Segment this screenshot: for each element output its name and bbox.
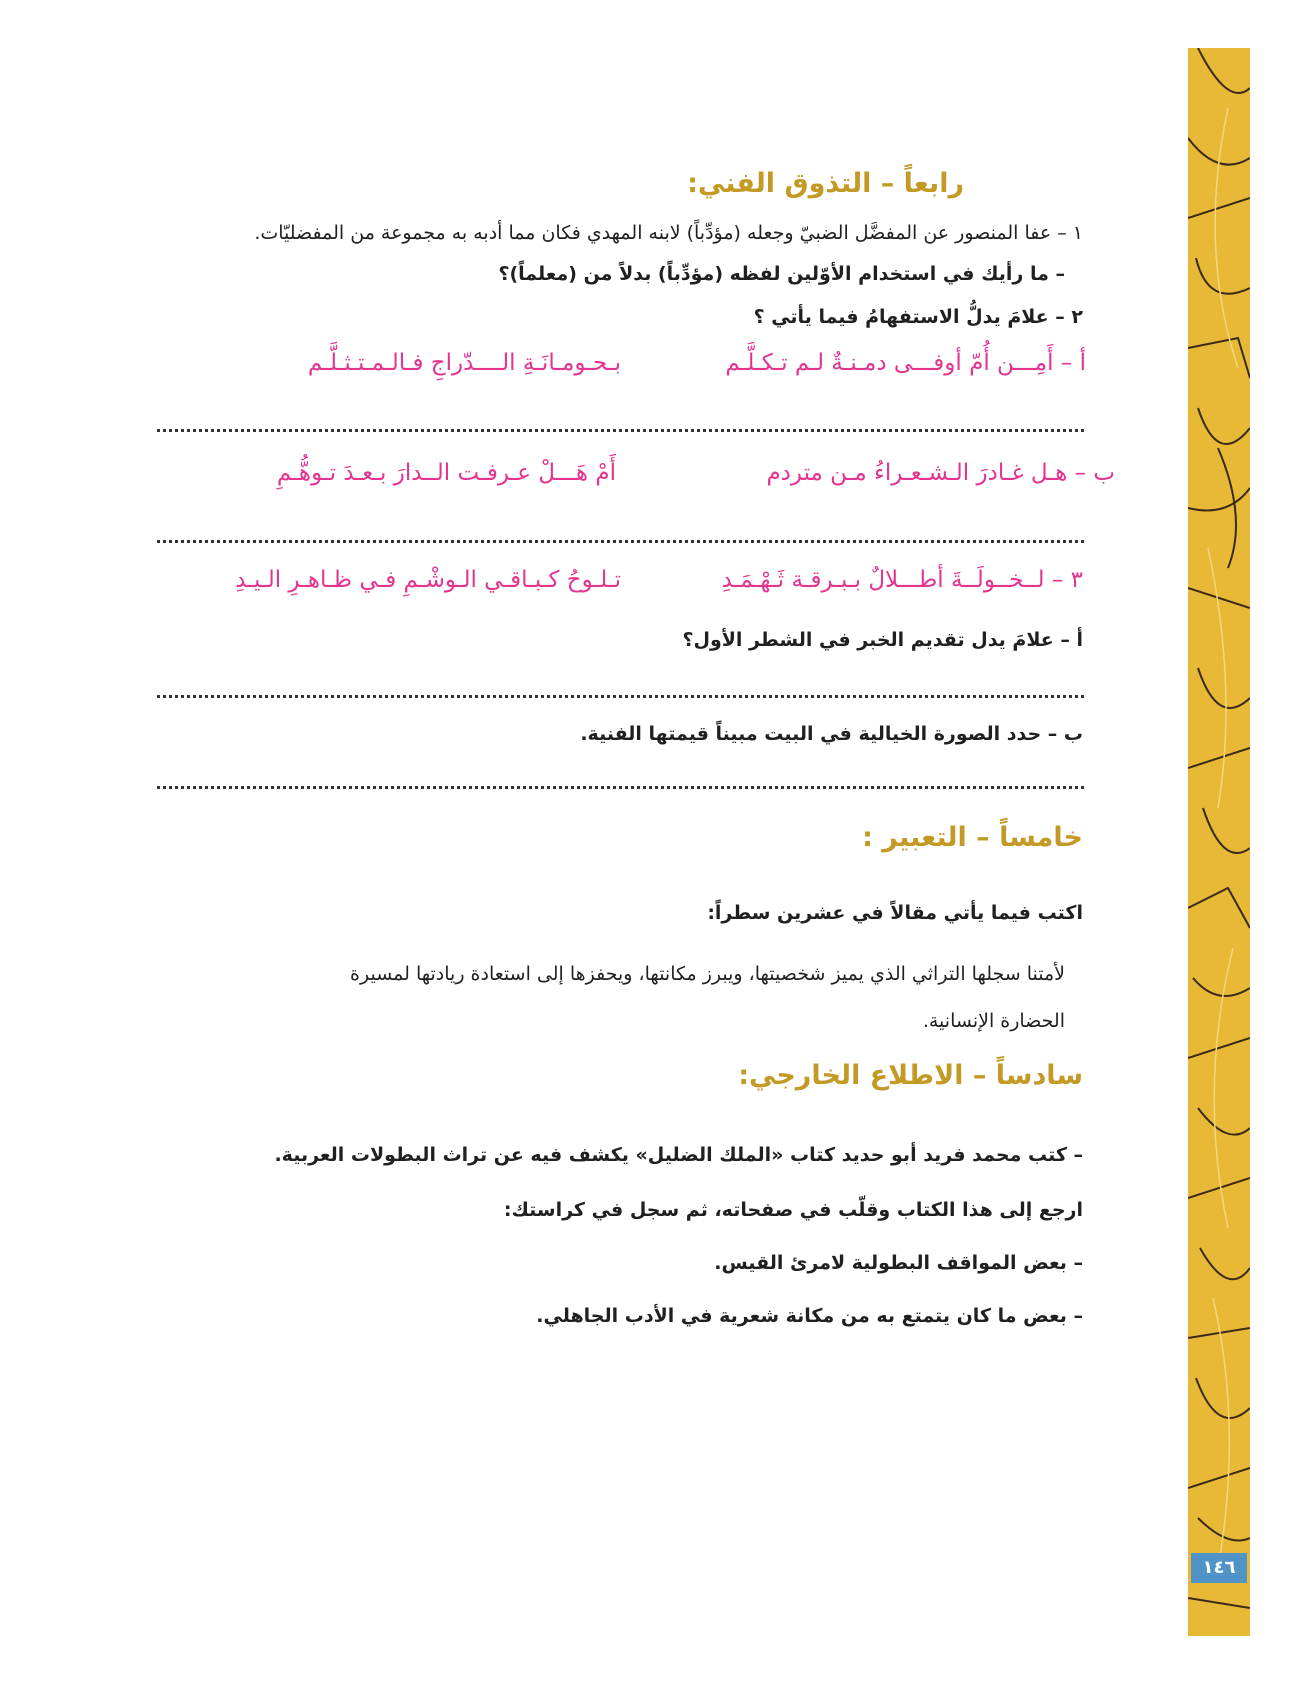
answer-line[interactable] bbox=[157, 695, 1084, 698]
question-1-subquestion: – ما رأيك في استخدام الأوّلين لفظه (مؤدِّباً) بدلاً من (معلماً)؟ bbox=[498, 263, 1065, 285]
verse-b-first-hemistich: ب – هـل غـادرَ الـشـعـراءُ مـن متردم bbox=[766, 460, 1115, 486]
question-3-verse-second-hemistich: تـلـوحُ كـبـاقـي الـوشْـمِ فـي ظـاهـرِ الـيـدِ bbox=[235, 567, 621, 593]
section4-heading: رابعاً – التذوق الفني: bbox=[687, 168, 964, 199]
question-3-part-a: أ – علامَ يدل تقديم الخبر في الشطر الأول؟ bbox=[682, 629, 1083, 651]
decorative-sidebar bbox=[1188, 48, 1250, 1636]
section6-line-2: ارجع إلى هذا الكتاب وقلّب في صفحاته، ثم سجل في كراستك: bbox=[503, 1199, 1083, 1221]
verse-a-second-hemistich: بـحـومـانَـةِ الــــدّراجِ فـالـمـتـثـلَّـم bbox=[307, 350, 621, 376]
section5-heading: خامساً – التعبير : bbox=[862, 822, 1083, 853]
section5-instruction: اكتب فيما يأتي مقالاً في عشرين سطراً: bbox=[707, 902, 1083, 924]
question-1-text: ١ – عفا المنصور عن المفضَّل الضبيّ وجعله (مؤدِّباً) لابنه المهدي فكان مما أدبه به مجموعة من المفضليّات. bbox=[254, 222, 1083, 244]
question-3-verse-first-hemistich: ٣ – لــخــولَــةَ أطـــلالٌ بـبـرقـة ثَـهْـمَـدِ bbox=[721, 567, 1083, 593]
question-3-part-b: ب – حدد الصورة الخيالية في البيت مبيناً قيمتها الفنية. bbox=[580, 723, 1083, 745]
page-number-badge: ١٤٦ bbox=[1191, 1553, 1247, 1583]
question-2-text: ٢ – علامَ يدلُّ الاستفهامُ فيما يأتي ؟ bbox=[753, 306, 1083, 328]
section6-heading: سادساً – الاطلاع الخارجي: bbox=[738, 1060, 1083, 1091]
section6-line-1: – كتب محمد فريد أبو حديد كتاب «الملك الضليل» يكشف فيه عن تراث البطولات العربية. bbox=[274, 1144, 1083, 1166]
sidebar-pattern-icon bbox=[1188, 48, 1250, 1636]
essay-prompt-line-2: الحضارة الإنسانية. bbox=[922, 1010, 1065, 1032]
answer-line[interactable] bbox=[157, 786, 1084, 789]
verse-b-second-hemistich: أَمْ هَـــلْ عـرفـت الــدارَ بـعـدَ تـوهُّـمِ bbox=[276, 460, 616, 486]
verse-a-first-hemistich: أ – أَمِـــن أُمّ أوفـــى دمـنـةٌ لـم تـكـلَّـم bbox=[725, 350, 1086, 376]
essay-prompt-line-1: لأمتنا سجلها التراثي الذي يميز شخصيتها، ويبرز مكانتها، ويحفزها إلى استعادة ريادتها لمسيرة bbox=[350, 963, 1065, 985]
section6-line-3: – بعض المواقف البطولية لامرئ القيس. bbox=[714, 1252, 1083, 1274]
answer-line[interactable] bbox=[157, 540, 1084, 543]
answer-line[interactable] bbox=[157, 429, 1084, 432]
section6-line-4: – بعض ما كان يتمتع به من مكانة شعرية في الأدب الجاهلي. bbox=[536, 1305, 1083, 1327]
